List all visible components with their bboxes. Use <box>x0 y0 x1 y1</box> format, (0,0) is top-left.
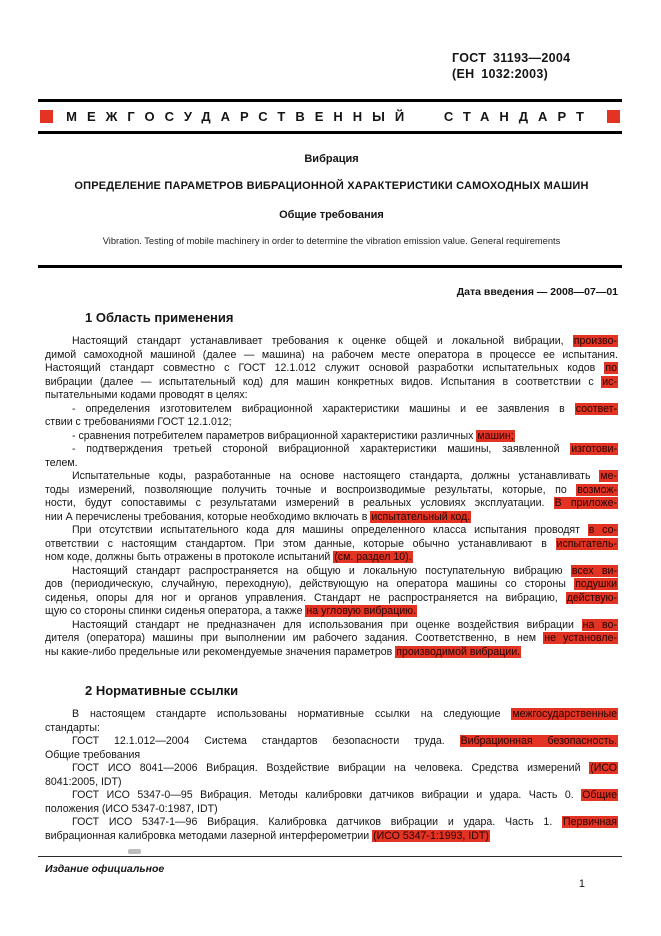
highlighted-text: в со- <box>588 524 617 536</box>
text-line <box>45 789 618 803</box>
text-run: Настоящий стандарт не предназначен для использования при оценке воздействия вибрации <box>72 618 582 631</box>
doc-number <box>452 50 570 82</box>
section-heading: 2 Нормативные ссылки <box>85 683 239 698</box>
text-line <box>45 497 618 511</box>
highlighted-text: (ИСО <box>590 762 617 774</box>
text-run: телем. <box>45 456 78 469</box>
highlighted-text: производимой вибрации. <box>396 645 521 658</box>
effective-date: Дата введения — 2008—07—01 <box>456 286 618 298</box>
highlighted-text: ис- <box>602 375 617 388</box>
title-category: Вибрация <box>304 153 359 165</box>
text-run: щую со стороны спинки сиденья оператора, а также <box>45 605 306 617</box>
highlighted-text: по <box>605 362 617 374</box>
highlighted-text: изготови- <box>571 443 617 455</box>
text-run: ствии с требованиями ГОСТ 12.1.012; <box>45 416 232 428</box>
title-subtitle: Общие требования <box>279 209 384 221</box>
text-line <box>45 565 618 579</box>
text-run: ГОСТ ИСО 5347-0—95 Вибрация. Методы калибровки датчиков вибрации и удара. Часть 0. <box>72 789 582 801</box>
highlighted-text: машин; <box>477 429 514 442</box>
text-run: стандарты: <box>45 721 100 734</box>
banner-title: МЕЖГОСУДАРСТВЕННЫЙ СТАНДАРТ <box>66 109 594 124</box>
text-run: вибрации (далее — испытательный код) для машин конкретных видов. Испытания в соответствии с <box>45 375 602 388</box>
text-run: - сравнения потребителем параметров вибрационной характеристики различных <box>72 429 477 442</box>
text-line <box>45 551 618 565</box>
highlighted-text: (ИСО 5347-1:1993, IDT) <box>373 829 489 842</box>
document-body <box>45 308 618 843</box>
text-line <box>45 816 618 830</box>
text-run: дителя (оператора) машины при выполнении им рабочего задания. Соответственно, в нем <box>45 632 544 644</box>
edition-note: Издание официальное <box>45 863 165 875</box>
title-english: Vibration. Testing of mobile machinery in order to determine the vibration emission value. General requirements <box>102 236 561 246</box>
text-line <box>45 749 618 763</box>
text-line <box>45 830 618 844</box>
scan-artifact <box>128 849 141 854</box>
text-run: положения (ИСО 5347-0:1987, IDT) <box>45 802 218 815</box>
highlighted-text: Первичная <box>563 816 617 828</box>
highlighted-text: действую- <box>566 591 617 604</box>
highlighted-text: на угловую вибрацию. <box>306 605 417 617</box>
text-line <box>45 762 618 776</box>
highlighted-text: испытатель- <box>556 537 617 550</box>
text-run: ном коде, должны быть отражены в протоколе испытаний <box>45 551 334 563</box>
text-run: Настоящий стандарт распространяется на общую и локальную поступательную вибрацию <box>72 564 571 577</box>
text-run: При отсутствии испытательного кода для машины определенного класса испытания проводят <box>72 524 588 536</box>
text-line <box>45 578 618 592</box>
highlighted-text: не установле- <box>544 632 617 644</box>
text-line <box>45 335 618 349</box>
highlighted-text: произво- <box>573 335 617 347</box>
text-run: вибрационная калибровка методами лазерной интерферометрии <box>45 829 373 842</box>
text-line <box>45 708 618 722</box>
highlighted-text: (см. раздел 10). <box>334 551 412 563</box>
text-run: Общие требования <box>45 748 141 761</box>
text-line <box>45 484 618 498</box>
title-main: ОПРЕДЕЛЕНИЕ ПАРАМЕТРОВ ВИБРАЦИОННОЙ ХАРАКТЕРИСТИКИ САМОХОДНЫХ МАШИН <box>74 180 589 192</box>
page-number: 1 <box>578 878 585 890</box>
text-line <box>45 389 618 403</box>
text-line <box>45 430 618 444</box>
text-run: нии А перечислены требования, которые необходимо включать в <box>45 510 371 523</box>
text-run: димой самоходной машиной (далее — машина) на рабочем месте оператора в процессе ее испытания. <box>45 348 618 361</box>
text-line <box>45 470 618 484</box>
text-line <box>45 349 618 363</box>
text-run: ГОСТ ИСО 8041—2006 Вибрация. Воздействие вибрации на человека. Средства измерений <box>72 762 590 774</box>
text-line <box>45 592 618 606</box>
text-run: ГОСТ ИСО 5347-1—96 Вибрация. Калибровка датчиков вибрации и удара. Часть 1. <box>72 816 563 828</box>
text-line <box>45 735 618 749</box>
text-line <box>45 376 618 390</box>
text-run: - подтверждения третьей стороной вибрационной характеристики машины, заявленной <box>72 443 571 455</box>
text-line <box>45 776 618 790</box>
text-run: В настоящем стандарте использованы нормативные ссылки на следующие <box>72 708 512 720</box>
text-run: - определения изготовителем вибрационной характеристики машины и ее заявления в <box>72 402 575 415</box>
highlighted-text: на во- <box>582 618 617 631</box>
text-run: Настоящий стандарт устанавливает требования к оценке общей и локальной вибрации, <box>72 335 573 347</box>
title-divider-rule <box>38 265 622 268</box>
section-heading: 1 Область применения <box>85 310 234 325</box>
highlight-mark-right <box>607 110 620 123</box>
highlighted-text: ме- <box>600 470 617 482</box>
highlighted-text: испытательный код. <box>371 510 471 523</box>
doc-number-line1: ГОСТ 31193—2004 <box>452 51 571 65</box>
highlighted-text: В приложе- <box>554 497 617 509</box>
text-run: тоды измерений, позволяющие получить точные и воспроизводимые результаты, которые, по <box>45 483 577 496</box>
text-line <box>45 619 618 633</box>
text-line <box>45 443 618 457</box>
text-run: Испытательные коды, разработанные на основе настоящего стандарта, должны устанавливать <box>72 470 600 482</box>
standard-banner <box>38 99 622 134</box>
text-line <box>45 511 618 525</box>
highlighted-text: возмож- <box>577 483 617 496</box>
text-line <box>45 632 618 646</box>
doc-number-line2: (ЕН 1032:2003) <box>452 67 549 81</box>
text-run: Настоящий стандарт совместно с ГОСТ 12.1.012 служит основой разработки испытательных кодов <box>45 362 605 374</box>
highlighted-text: межгосударственные <box>512 708 617 720</box>
text-line <box>45 457 618 471</box>
text-line <box>45 403 618 417</box>
text-run: пытательными кодами проводят в целях: <box>45 389 248 401</box>
highlighted-text: соответ- <box>575 402 617 415</box>
highlighted-text: всех ви- <box>571 564 617 577</box>
text-line <box>45 416 618 430</box>
text-line <box>45 722 618 736</box>
text-run: ны какие-либо предельные или рекомендуемые значения параметров <box>45 645 396 658</box>
text-run: ности, будут сопоставимы с результатами измерений в реальных условиях эксплуатации. <box>45 497 554 509</box>
text-line <box>45 524 618 538</box>
highlighted-text: Общие <box>582 789 617 801</box>
text-run: ГОСТ 12.1.012—2004 Система стандартов безопасности труда. <box>72 735 460 747</box>
text-run: сиденья, опоры для ног и органов управления. Стандарт не распространяется на вибрацию, <box>45 591 566 604</box>
footer-rule <box>38 856 622 857</box>
text-line <box>45 803 618 817</box>
highlighted-text: Вибрационная безопасность. <box>460 735 618 747</box>
highlighted-text: подушки <box>575 578 617 590</box>
text-run: 8041:2005, IDT) <box>45 775 122 788</box>
highlight-mark-left <box>40 110 53 123</box>
text-line <box>45 605 618 619</box>
banner-row <box>38 102 622 131</box>
text-line <box>45 362 618 376</box>
banner-rule-bottom <box>38 131 622 134</box>
text-line <box>45 646 618 660</box>
text-run: дов (периодическую, случайную, переходную), действующую на оператора машины со стороны <box>45 578 575 590</box>
text-run: ответствии с настоящим стандартом. При этом данные, которые обычно устанавливают в <box>45 537 556 550</box>
text-line <box>45 538 618 552</box>
